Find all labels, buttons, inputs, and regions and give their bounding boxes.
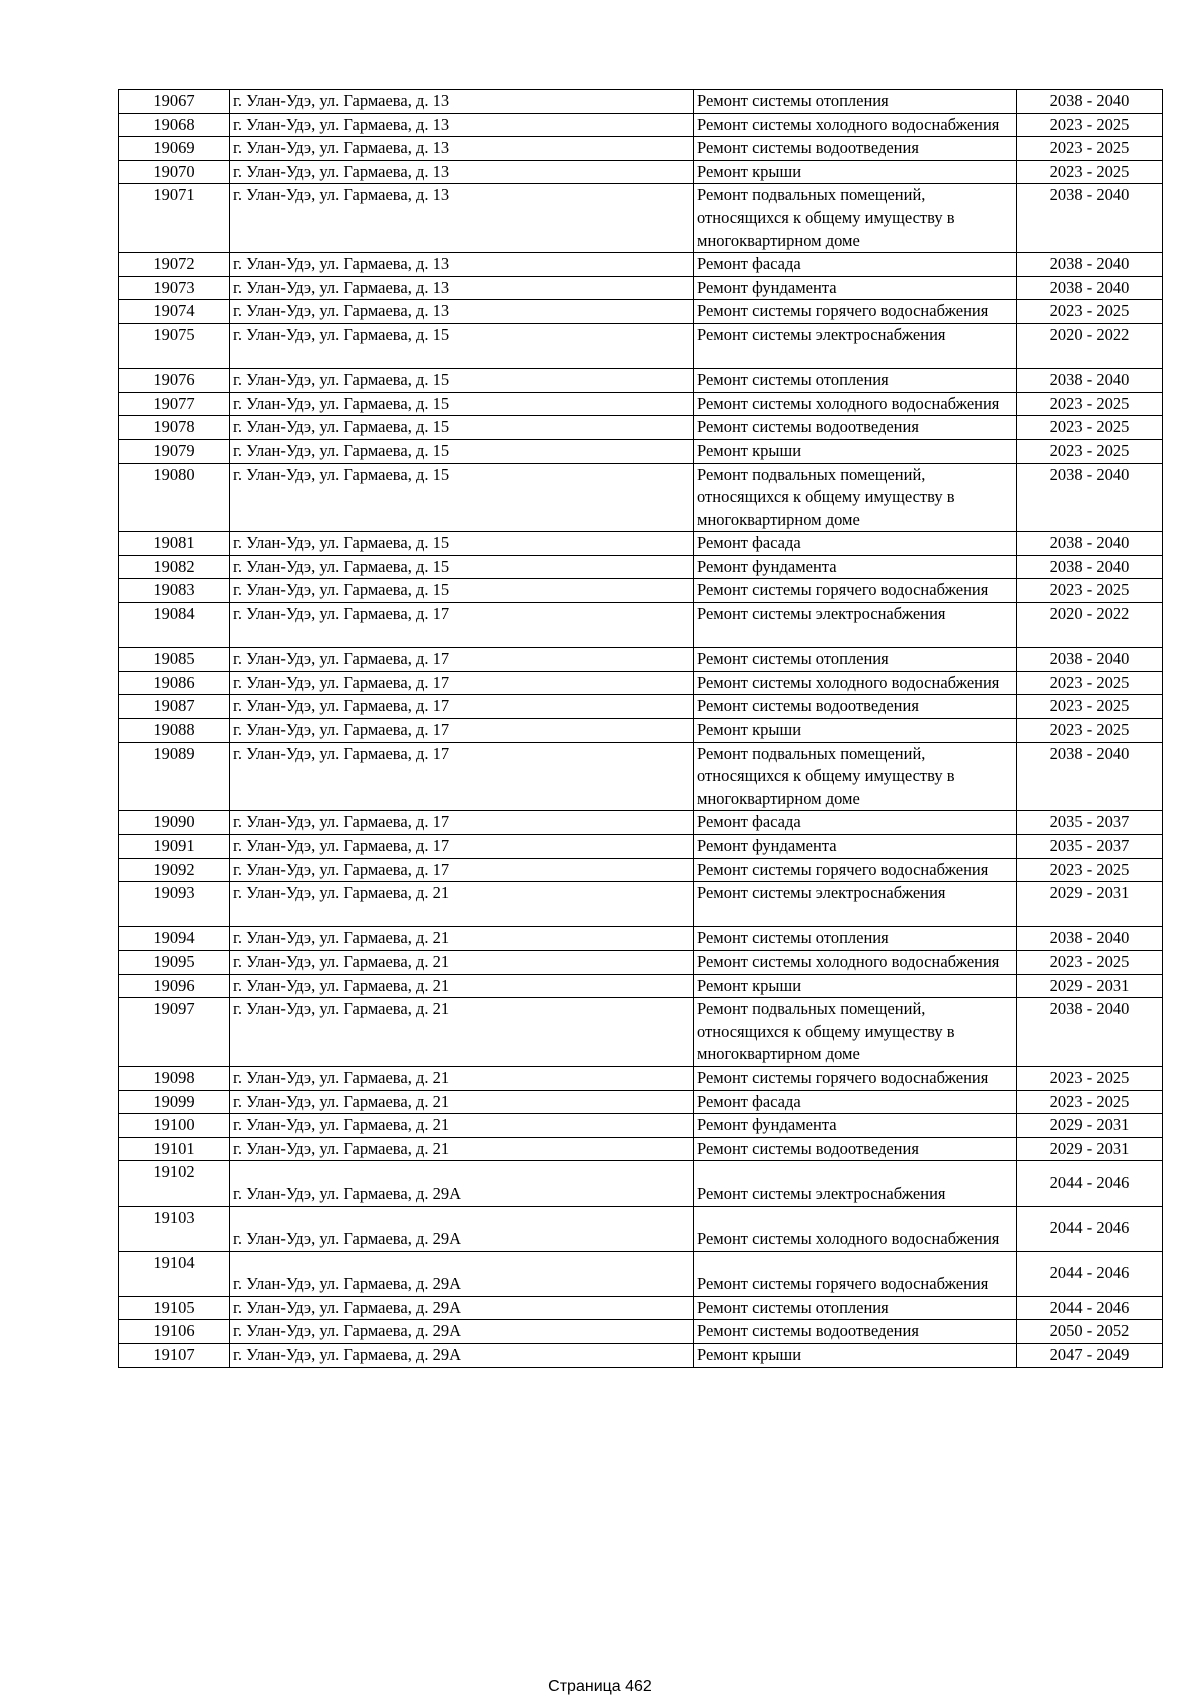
row-number: 19091 [119,835,230,859]
row-work-type: Ремонт системы электроснабжения [694,323,1017,368]
row-period: 2035 - 2037 [1017,835,1163,859]
table-row [119,300,1163,324]
row-number: 19094 [119,927,230,951]
row-work-type: Ремонт системы водоотведения [694,695,1017,719]
table-row [119,695,1163,719]
table-row [119,137,1163,161]
table-body [119,90,1163,1368]
row-work-type: Ремонт фундамента [694,1114,1017,1138]
row-work-type: Ремонт фундамента [694,835,1017,859]
row-work-type: Ремонт крыши [694,1344,1017,1368]
table-row [119,1251,1163,1296]
table-row [119,392,1163,416]
row-address: г. Улан-Удэ, ул. Гармаева, д. 17 [230,648,694,672]
row-number: 19068 [119,113,230,137]
row-period: 2038 - 2040 [1017,532,1163,556]
row-address: г. Улан-Удэ, ул. Гармаева, д. 13 [230,90,694,114]
row-number: 19093 [119,882,230,927]
row-work-type: Ремонт фасада [694,1090,1017,1114]
table-row [119,160,1163,184]
row-work-type: Ремонт крыши [694,974,1017,998]
row-address: г. Улан-Удэ, ул. Гармаева, д. 17 [230,671,694,695]
repair-schedule-table [118,89,1163,1368]
row-period: 2023 - 2025 [1017,113,1163,137]
table-row [119,671,1163,695]
row-period: 2023 - 2025 [1017,695,1163,719]
row-period: 2020 - 2022 [1017,603,1163,648]
row-period: 2038 - 2040 [1017,742,1163,811]
row-period: 2023 - 2025 [1017,579,1163,603]
row-work-type: Ремонт системы горячего водоснабжения [694,300,1017,324]
row-period: 2047 - 2049 [1017,1344,1163,1368]
row-period: 2023 - 2025 [1017,160,1163,184]
row-address: г. Улан-Удэ, ул. Гармаева, д. 13 [230,184,694,253]
table-row [119,835,1163,859]
row-address: г. Улан-Удэ, ул. Гармаева, д. 21 [230,950,694,974]
row-number: 19084 [119,603,230,648]
table-row [119,463,1163,532]
table-row [119,253,1163,277]
row-address: г. Улан-Удэ, ул. Гармаева, д. 15 [230,392,694,416]
row-number: 19081 [119,532,230,556]
row-work-type: Ремонт фундамента [694,555,1017,579]
row-work-type: Ремонт системы горячего водоснабжения [694,858,1017,882]
table-row [119,858,1163,882]
row-period: 2023 - 2025 [1017,416,1163,440]
row-number: 19106 [119,1320,230,1344]
row-period: 2023 - 2025 [1017,1090,1163,1114]
row-number: 19090 [119,811,230,835]
row-address: г. Улан-Удэ, ул. Гармаева, д. 17 [230,811,694,835]
row-work-type: Ремонт системы холодного водоснабжения [694,1206,1017,1251]
row-period: 2044 - 2046 [1017,1251,1163,1296]
row-period: 2038 - 2040 [1017,648,1163,672]
table-row [119,1090,1163,1114]
table-row [119,998,1163,1067]
row-number: 19076 [119,369,230,393]
row-period: 2038 - 2040 [1017,463,1163,532]
row-address: г. Улан-Удэ, ул. Гармаева, д. 13 [230,113,694,137]
row-period: 2038 - 2040 [1017,90,1163,114]
row-number: 19075 [119,323,230,368]
row-number: 19107 [119,1344,230,1368]
row-address: г. Улан-Удэ, ул. Гармаева, д. 21 [230,974,694,998]
row-address: г. Улан-Удэ, ул. Гармаева, д. 17 [230,719,694,743]
row-address: г. Улан-Удэ, ул. Гармаева, д. 13 [230,276,694,300]
row-number: 19071 [119,184,230,253]
row-work-type: Ремонт фасада [694,532,1017,556]
table-row [119,1320,1163,1344]
row-number: 19073 [119,276,230,300]
row-period: 2044 - 2046 [1017,1161,1163,1206]
row-work-type: Ремонт подвальных помещений, относящихся к общему имуществу в многоквартирном доме [694,463,1017,532]
row-work-type: Ремонт системы отопления [694,927,1017,951]
row-number: 19100 [119,1114,230,1138]
row-work-type: Ремонт системы водоотведения [694,1137,1017,1161]
row-work-type: Ремонт системы электроснабжения [694,1161,1017,1206]
table-row [119,1296,1163,1320]
row-period: 2023 - 2025 [1017,858,1163,882]
row-number: 19079 [119,439,230,463]
row-work-type: Ремонт крыши [694,160,1017,184]
row-address: г. Улан-Удэ, ул. Гармаева, д. 29А [230,1320,694,1344]
table-row [119,579,1163,603]
row-period: 2044 - 2046 [1017,1296,1163,1320]
table-row [119,323,1163,368]
row-period: 2050 - 2052 [1017,1320,1163,1344]
row-address: г. Улан-Удэ, ул. Гармаева, д. 21 [230,1137,694,1161]
row-number: 19095 [119,950,230,974]
row-period: 2023 - 2025 [1017,439,1163,463]
table-row [119,1206,1163,1251]
row-address: г. Улан-Удэ, ул. Гармаева, д. 29А [230,1161,694,1206]
row-period: 2023 - 2025 [1017,950,1163,974]
row-number: 19105 [119,1296,230,1320]
row-address: г. Улан-Удэ, ул. Гармаева, д. 29А [230,1344,694,1368]
row-address: г. Улан-Удэ, ул. Гармаева, д. 21 [230,1066,694,1090]
table-row [119,811,1163,835]
table-row [119,90,1163,114]
row-work-type: Ремонт крыши [694,719,1017,743]
row-number: 19087 [119,695,230,719]
row-address: г. Улан-Удэ, ул. Гармаева, д. 15 [230,579,694,603]
table-row [119,719,1163,743]
row-period: 2038 - 2040 [1017,927,1163,951]
row-work-type: Ремонт системы холодного водоснабжения [694,392,1017,416]
table-row [119,1161,1163,1206]
row-address: г. Улан-Удэ, ул. Гармаева, д. 15 [230,439,694,463]
row-work-type: Ремонт системы горячего водоснабжения [694,1251,1017,1296]
row-address: г. Улан-Удэ, ул. Гармаева, д. 29А [230,1251,694,1296]
row-work-type: Ремонт системы холодного водоснабжения [694,113,1017,137]
table-row [119,882,1163,927]
row-work-type: Ремонт крыши [694,439,1017,463]
row-address: г. Улан-Удэ, ул. Гармаева, д. 13 [230,300,694,324]
row-address: г. Улан-Удэ, ул. Гармаева, д. 21 [230,1090,694,1114]
row-number: 19096 [119,974,230,998]
row-number: 19098 [119,1066,230,1090]
row-work-type: Ремонт системы отопления [694,369,1017,393]
table-row [119,927,1163,951]
row-work-type: Ремонт фасада [694,253,1017,277]
row-period: 2038 - 2040 [1017,369,1163,393]
row-address: г. Улан-Удэ, ул. Гармаева, д. 21 [230,927,694,951]
row-work-type: Ремонт системы горячего водоснабжения [694,579,1017,603]
row-work-type: Ремонт системы отопления [694,90,1017,114]
row-address: г. Улан-Удэ, ул. Гармаева, д. 17 [230,858,694,882]
row-work-type: Ремонт системы электроснабжения [694,882,1017,927]
row-work-type: Ремонт системы отопления [694,648,1017,672]
row-number: 19078 [119,416,230,440]
table-row [119,416,1163,440]
row-number: 19083 [119,579,230,603]
table-row [119,1344,1163,1368]
table-row [119,439,1163,463]
table-row [119,1066,1163,1090]
row-address: г. Улан-Удэ, ул. Гармаева, д. 15 [230,369,694,393]
row-work-type: Ремонт системы электроснабжения [694,603,1017,648]
row-address: г. Улан-Удэ, ул. Гармаева, д. 13 [230,160,694,184]
row-number: 19082 [119,555,230,579]
row-address: г. Улан-Удэ, ул. Гармаева, д. 15 [230,555,694,579]
row-address: г. Улан-Удэ, ул. Гармаева, д. 21 [230,998,694,1067]
row-number: 19077 [119,392,230,416]
table-row [119,974,1163,998]
table-row [119,369,1163,393]
row-number: 19102 [119,1161,230,1206]
row-period: 2023 - 2025 [1017,671,1163,695]
row-period: 2023 - 2025 [1017,300,1163,324]
row-number: 19104 [119,1251,230,1296]
row-period: 2038 - 2040 [1017,253,1163,277]
row-number: 19099 [119,1090,230,1114]
row-work-type: Ремонт фундамента [694,276,1017,300]
row-number: 19103 [119,1206,230,1251]
row-address: г. Улан-Удэ, ул. Гармаева, д. 29А [230,1296,694,1320]
table-row [119,184,1163,253]
row-period: 2038 - 2040 [1017,184,1163,253]
row-address: г. Улан-Удэ, ул. Гармаева, д. 17 [230,742,694,811]
row-address: г. Улан-Удэ, ул. Гармаева, д. 15 [230,323,694,368]
row-number: 19074 [119,300,230,324]
page-number: Страница 462 [548,1678,652,1695]
table-row [119,603,1163,648]
row-period: 2029 - 2031 [1017,1114,1163,1138]
row-address: г. Улан-Удэ, ул. Гармаева, д. 13 [230,137,694,161]
table-row [119,648,1163,672]
row-address: г. Улан-Удэ, ул. Гармаева, д. 17 [230,695,694,719]
row-number: 19080 [119,463,230,532]
row-work-type: Ремонт подвальных помещений, относящихся к общему имуществу в многоквартирном доме [694,998,1017,1067]
row-address: г. Улан-Удэ, ул. Гармаева, д. 13 [230,253,694,277]
row-address: г. Улан-Удэ, ул. Гармаева, д. 15 [230,463,694,532]
row-work-type: Ремонт подвальных помещений, относящихся к общему имуществу в многоквартирном доме [694,184,1017,253]
row-address: г. Улан-Удэ, ул. Гармаева, д. 15 [230,416,694,440]
row-period: 2038 - 2040 [1017,276,1163,300]
row-work-type: Ремонт фасада [694,811,1017,835]
row-address: г. Улан-Удэ, ул. Гармаева, д. 17 [230,603,694,648]
table-row [119,742,1163,811]
row-period: 2029 - 2031 [1017,974,1163,998]
row-number: 19101 [119,1137,230,1161]
row-number: 19088 [119,719,230,743]
row-number: 19086 [119,671,230,695]
row-number: 19097 [119,998,230,1067]
table-row [119,1137,1163,1161]
row-work-type: Ремонт системы холодного водоснабжения [694,671,1017,695]
row-number: 19092 [119,858,230,882]
table-row [119,1114,1163,1138]
row-address: г. Улан-Удэ, ул. Гармаева, д. 21 [230,882,694,927]
row-work-type: Ремонт системы водоотведения [694,416,1017,440]
row-address: г. Улан-Удэ, ул. Гармаева, д. 17 [230,835,694,859]
row-period: 2029 - 2031 [1017,882,1163,927]
row-work-type: Ремонт подвальных помещений, относящихся к общему имуществу в многоквартирном доме [694,742,1017,811]
row-period: 2038 - 2040 [1017,555,1163,579]
table-row [119,532,1163,556]
table-row [119,950,1163,974]
row-work-type: Ремонт системы горячего водоснабжения [694,1066,1017,1090]
row-period: 2044 - 2046 [1017,1206,1163,1251]
row-number: 19069 [119,137,230,161]
row-period: 2023 - 2025 [1017,719,1163,743]
row-period: 2023 - 2025 [1017,137,1163,161]
table-row [119,276,1163,300]
row-work-type: Ремонт системы отопления [694,1296,1017,1320]
row-period: 2035 - 2037 [1017,811,1163,835]
row-period: 2023 - 2025 [1017,392,1163,416]
row-address: г. Улан-Удэ, ул. Гармаева, д. 21 [230,1114,694,1138]
row-address: г. Улан-Удэ, ул. Гармаева, д. 15 [230,532,694,556]
row-work-type: Ремонт системы водоотведения [694,137,1017,161]
row-period: 2029 - 2031 [1017,1137,1163,1161]
row-period: 2023 - 2025 [1017,1066,1163,1090]
row-number: 19067 [119,90,230,114]
row-number: 19089 [119,742,230,811]
table-row [119,113,1163,137]
row-period: 2020 - 2022 [1017,323,1163,368]
row-period: 2038 - 2040 [1017,998,1163,1067]
table-row [119,555,1163,579]
row-work-type: Ремонт системы холодного водоснабжения [694,950,1017,974]
row-number: 19072 [119,253,230,277]
row-address: г. Улан-Удэ, ул. Гармаева, д. 29А [230,1206,694,1251]
row-number: 19085 [119,648,230,672]
row-work-type: Ремонт системы водоотведения [694,1320,1017,1344]
row-number: 19070 [119,160,230,184]
